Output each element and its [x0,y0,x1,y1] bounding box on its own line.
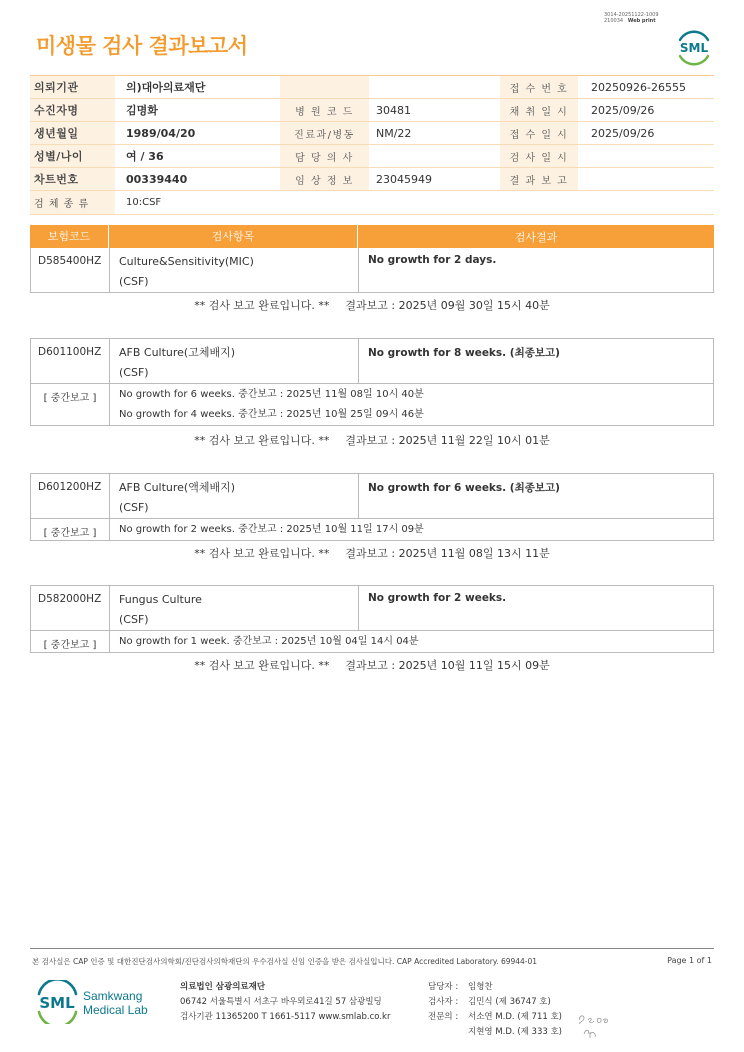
report-complete [30,432,714,448]
footer-divider [30,948,714,949]
report-complete-time: 결과보고 : 2025년 09월 30일 15시 40분 [345,299,550,312]
interim-report-row [31,630,713,652]
interim-label: [ 중간보고 ] [31,631,110,652]
field-label: 병 원 코 드 [280,99,369,121]
field-label: 결 과 보 고 [500,168,578,190]
sml-logo [674,26,714,66]
staff-row [428,1010,562,1025]
staff-name: 김민식 (제 36747 호) [468,997,551,1007]
insurance-code: D601100HZ [31,339,110,383]
field-value: NM/22 [376,126,412,140]
test-result: No growth for 2 days. [368,254,497,266]
info-row [30,99,714,122]
info-row [30,76,714,99]
field-value: 의)대아의료재단 [126,81,206,94]
test-item [110,586,359,630]
patient-info-table [30,75,714,215]
report-complete-text: ** 검사 보고 완료입니다. ** [194,434,330,447]
test-result: No growth for 2 weeks. [368,592,507,604]
field-label: 성별/나이 [30,145,115,167]
result-main-row [31,474,713,518]
staff-info [428,980,562,1040]
interim-entry: No growth for 6 weeks. 중간보고 : 2025년 11월 08일 10시 40분 [119,389,424,400]
specimen-value: 10:CSF [126,197,162,208]
staff-row [428,1025,562,1040]
sml-logo-text: SML [679,41,709,55]
test-specimen: (CSF) [119,613,149,626]
field-label: 임 상 정 보 [280,168,369,190]
staff-name: 서소연 M.D. (제 711 호) [468,1012,563,1022]
field-value: 30481 [376,103,411,117]
org-name: 의료법인 삼광의료재단 [180,982,266,992]
test-item [110,339,359,383]
report-complete-time: 결과보고 : 2025년 11월 08일 13시 11분 [345,547,550,560]
header-code: 보험코드 [30,225,109,248]
info-row [30,145,714,168]
interim-label: [ 중간보고 ] [31,384,110,425]
test-result: No growth for 6 weeks. (최종보고) [368,482,560,494]
field-label [280,76,369,98]
field-label: 진료과/병동 [280,122,369,144]
report-complete [30,657,714,673]
header-item: 검사항목 [109,225,358,248]
field-value: 김명화 [126,104,158,117]
interim-report-row [31,383,713,425]
samkwang-logo [36,980,166,1024]
result-block [30,585,714,653]
organization-info [180,980,390,1025]
logo-name-1: Samkwang [83,989,143,1003]
field-value: 2025/09/26 [591,126,655,140]
result-block [30,473,714,541]
header-result: 검사결과 [514,230,558,244]
report-complete-time: 결과보고 : 2025년 11월 22일 10시 01분 [345,434,550,447]
field-label: 검 사 일 시 [500,145,578,167]
report-complete-text: ** 검사 보고 완료입니다. ** [194,659,330,672]
test-item-name: Fungus Culture [119,593,202,606]
logo-name-2: Medical Lab [83,1003,148,1017]
field-value: 1989/04/20 [126,126,196,140]
interim-entry: No growth for 2 weeks. 중간보고 : 2025년 10월 11일 17시 09분 [119,524,424,535]
field-value: 20250926-26555 [591,80,686,94]
test-specimen: (CSF) [119,275,149,288]
field-label: 의뢰기관 [30,76,115,98]
insurance-code: D585400HZ [31,248,110,292]
field-label: 수진자명 [30,99,115,121]
interim-list [110,519,713,540]
staff-row [428,980,562,995]
test-item-name: Culture&Sensitivity(MIC) [119,255,254,268]
staff-role: 검사자 : [428,997,459,1007]
report-complete [30,297,714,313]
insurance-code: D601200HZ [31,474,110,518]
field-value: 2025/09/26 [591,103,655,117]
interim-label: [ 중간보고 ] [31,519,110,540]
info-row [30,168,714,191]
staff-name: 임형찬 [468,982,493,992]
results-header [30,225,714,248]
staff-name: 지현영 M.D. (제 333 호) [468,1027,563,1037]
accreditation-note: 본 검사실은 CAP 인증 및 대한진단검사의학회/진단검사의학재단의 우수검사실 신임 인증을 받은 검사실입니다. CAP Accredited Laboratory. 69944-01 [32,957,538,966]
field-label: 접 수 일 시 [500,122,578,144]
test-item [110,248,359,292]
test-specimen: (CSF) [119,501,149,514]
interim-list [110,631,713,652]
web-print-label: Web print [627,18,656,24]
field-label: 채 취 일 시 [500,99,578,121]
interim-report-row [31,518,713,540]
result-block [30,248,714,293]
field-label: 생년월일 [30,122,115,144]
specimen-row [30,191,714,215]
report-complete [30,545,714,561]
field-label: 접 수 번 호 [500,76,578,98]
interim-entry: No growth for 1 week. 중간보고 : 2025년 10월 04일 14시 04분 [119,636,419,647]
page-number: Page 1 of 1 [667,956,712,965]
samkwang-logo-mark: SML [39,994,75,1012]
org-contact: 검사기관 11365200 T 1661-5117 www.smlab.co.kr [180,1012,391,1022]
document-code [604,12,659,24]
signature [576,1008,616,1040]
staff-role [428,1025,468,1040]
test-item-name: AFB Culture(고체배지) [119,346,236,359]
code-line-2: 210034 [604,18,624,24]
org-address: 06742 서울특별시 서초구 바우뫼로41길 57 삼광빌딩 [180,997,382,1007]
field-value: 00339440 [126,172,188,186]
field-label: 차트번호 [30,168,115,190]
info-row [30,122,714,145]
result-main-row [31,586,713,630]
test-result: No growth for 8 weeks. (최종보고) [368,347,560,359]
result-main-row [31,339,713,383]
interim-list [110,384,713,425]
specimen-label: 검 체 종 류 [30,191,115,214]
report-complete-text: ** 검사 보고 완료입니다. ** [194,299,330,312]
staff-role: 전문의 : [428,1012,459,1022]
field-value: 여 / 36 [126,150,164,163]
staff-row [428,995,562,1010]
result-block [30,338,714,426]
report-complete-time: 결과보고 : 2025년 10월 11일 15시 09분 [345,659,550,672]
test-item-name: AFB Culture(액체배지) [119,481,236,494]
code-line-1: 3014-20251122-1009 [604,12,659,18]
field-value: 23045949 [376,172,432,186]
field-label: 담 당 의 사 [280,145,369,167]
test-item [110,474,359,518]
interim-entry: No growth for 4 weeks. 중간보고 : 2025년 10월 25일 09시 46분 [119,409,424,420]
insurance-code: D582000HZ [31,586,110,630]
result-main-row [31,248,713,292]
report-complete-text: ** 검사 보고 완료입니다. ** [194,547,330,560]
test-specimen: (CSF) [119,366,149,379]
page-title: 미생물 검사 결과보고서 [36,34,248,58]
staff-role: 담당자 : [428,982,459,992]
